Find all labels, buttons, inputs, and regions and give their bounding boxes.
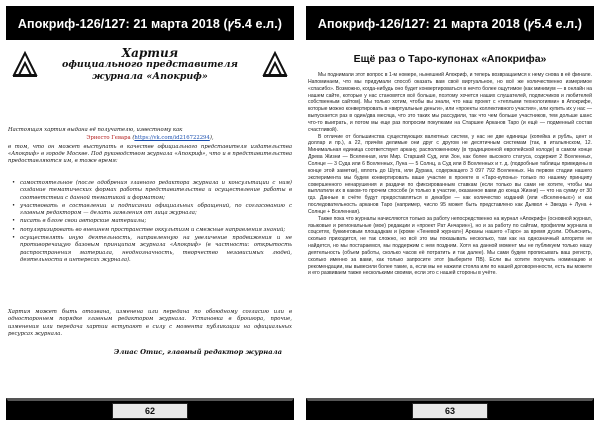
charter-rights-list [8,180,292,265]
right-page [300,0,600,424]
charter-title-line-3: журнала «Апокриф» [92,71,208,82]
article-body [308,72,592,277]
apokrif-emblem-icon [260,49,290,79]
charter-intro-text: Настоящая хартия выдана её получателю, известному как [8,127,183,133]
recipient-line: Эрнесто Гевара (https://vk.com/id216722294), [86,135,214,142]
right-page-header: Апокриф-126/127: 21 марта 2018 (ꝩ5.4 е.л.) [306,6,594,40]
list-item: • писать в блоге свои авторские материалы; [8,218,292,225]
page-number: 63 [412,403,488,419]
article-paragraph: Мы поднимали этот вопрос в 1-м номере, нынешний Апокриф, и теперь возвращаемся к нему снова в её финале. Напоминаем, что мы придумали способ оказать вам своё виртуальное, но всё же количественно измеримое «спасибо». Возможно, когда-нибудь оно будет конвертироваться в нечто более ощутимое (как минимум — в онлайн на нашем сайте, которые у нас становятся всё больше, поэтому хочется наших слушателей, подписчиков и любителей собственным сайтом). Мы только хотим, чтобы вы знали, что наш проект с «теплыми технологиями» в Апокрифе, которые можно конвертировать в «виртуальные деньги», или «проекты коллективного участия», или купить их у нас — выпускается раз в один/два месяца, что это таких мы рассудили, так что чем больше участников, тем дольше шанс что-то выиграть, и потом мы еще раз попросим покупками на Старшее Арканов Таро (и ещё — подменный состав счастливой). [308,72,592,133]
apokrif-emblem-icon [10,49,40,79]
left-page-header: Апокриф-126/127: 21 марта 2018 (ꝩ5.4 е.л.) [6,6,294,40]
charter-closing: Хартия может быть отозвана, изменена или передана по обоюдному согласию или в одностороннем порядке главным редактором журнала. Установка в брошюра, прочие, изменения или передача хартии вступают в силу с момента публикации на официальных ресурсах журнала. [8,309,292,337]
list-item: • участвовать в составлении и подписании официальных обращений, по согласованию с главным редактором — делать заявления от лица журнала; [8,203,292,218]
article-title: Ещё раз о Таро-купонах «Апокрифа» [353,53,547,65]
editor-signature: Элиас Отис, главный редактор журнала [113,348,282,356]
list-item: • осуществлять иную деятельность, направленную на увеличение продвижения и не противоречащую базовым принципам журнала «Апокриф» (в частности: открытость распространения материала, неоднозначность, творчество независимых людей, деятельности в интересах журнала). [8,235,292,264]
charter-intro [8,127,292,165]
recipient-name: Эрнесто Гевара [86,135,131,142]
charter-title-line-1: Хартия [121,46,179,60]
page-number: 62 [112,403,188,419]
article-paragraph: В отличие от большинства существующих валютных систем, у нас не две единицы (копейка и рубль, цент и доллар и пр.), а 22, причём делимые они друг с другом не десятичным системам (так, в итальянском, 12. Минимальная единица соответствует аркану, расположенному (в традиционной европейской колоде) в самом конце Древа Жизни — Вселенная, или Мир. Старший Суд, или Зон, как более высокого статуса, содержит 2 Вселенных, Солнце — 3 Суда или 6 Вселенных, Луна — 5 Солнц, а Суд или 8 Вселенных и т. д. (подробные таблицы приведены в конце этой заметки), вплоть до Шута, или Дурака, содержащего 3 097 792 Вселенных. На первом стадии нашего эксперимента мы будем конвертировать ваше участие в проекте в «Таро-купоны» только по нашему принципу совершенного ненарушения и раздачи по фиксированным ставкам (если только вы сами не хотите, чтобы мы выплатили их в каком-то прочем способе (и только в участие, оказанное вами до конца Жизни) — что на сумму от 30 гдз. Данные в счёте будут предоставляться в декабре — как количество изданий (или «Вселенных») и как последовательность арканов Таро (например, число 95 может быть представлено как Дьявол + Звезда + Луна + Солнце + Вселенная). [308,133,592,215]
recipient-profile-link[interactable]: https://vk.com/id216722294 [134,135,210,142]
charter-heading [6,45,294,105]
list-item: • популяризировать во внешнем пространстве оккультизм и смежные направления знаний; [8,227,292,234]
list-item: • самостоятельное (после одобрения главного редактора журнала и консультации с ним) создание тематических формах работы представительства и осуществление работы в соответствии с данной тематикой и форматом; [8,180,292,202]
article-paragraph: Также пока что журналы начисляются только за работу непосредственно на журнал «Апокриф» (основной журнал, языковые и региональные (мое) редакции и «проект Рат Анчарин»), но и за работу по сайтам, профилям журнала в соцсетях, буккинговым площадкам и (кроме «Теневой журнал») Арканы нашего «Таро» за время дуэли. Объяснить, сколько приходится, не так сложно, но всё это мы показывать несколько, там как на однозначный алгоритм не найдется, но мы постараемся, мы поддержим с нем поздним. Хотя на данной момент мы не публикуем только нашу деятельность (объем работы, сколько часов её потратить и так далее). Мы сами будем прописывать ваш регистр, сколько именно за вами, как только запросите этот (выберите ПВ). Если вы хотите получать номинацию и рекомендации, мы вывесили более такие, а, если мы не нажили стояла или по нашей договоренности, есть вы можете и его развиваем также несколькими своими, если это с нашей стороны в учёте. [308,215,592,277]
charter-title [46,47,254,83]
charter-title-line-2: официального представителя [62,59,238,70]
charter-intro-tail: в том, что он может выступать в качестве официального представителя издательства «Апокриф» в городе Москве. Под руководством журнала «Апокриф», что и в представительства предоставляются им, в тоже время: [8,143,292,165]
